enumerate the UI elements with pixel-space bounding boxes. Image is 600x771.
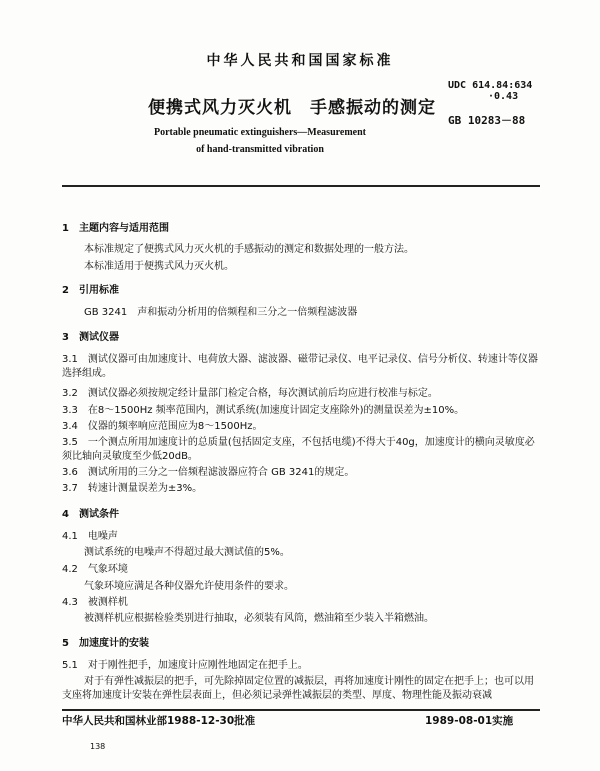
clause-3-7: 3.7 转速计测量误差为±3%。 [62, 483, 203, 494]
clause-3-6: 3.6 测试所用的三分之一倍频程滤波器应符合 GB 3241的规定。 [62, 467, 355, 478]
effective-date: 1989-08-01实施 [425, 715, 514, 727]
udc-code-suffix: ·0.43 [488, 91, 519, 102]
header-rule [62, 185, 540, 187]
section-2-heading: 2 引用标准 [62, 285, 119, 296]
clause-4-3: 4.3 被测样机 [62, 597, 128, 608]
footer-rule [62, 709, 540, 711]
approval-date: 中华人民共和国林业部1988-12-30批准 [62, 715, 256, 727]
section-1-paragraph-1: 本标准规定了便携式风力灭火机的手感振动的测定和数据处理的一般方法。 [84, 244, 414, 255]
section-1-paragraph-2: 本标准适用于便携式风力灭火机。 [84, 261, 234, 272]
clause-4-2: 4.2 气象环境 [62, 564, 128, 575]
clause-3-2: 3.2 测试仪器必须按规定经计量部门检定合格，每次测试前后均应进行校准与标定。 [62, 388, 438, 399]
section-3-heading: 3 测试仪器 [62, 332, 119, 343]
clause-4-1-text: 测试系统的电噪声不得超过最大测试值的5%。 [84, 547, 290, 558]
clause-4-3-text: 被测样机应根据检验类别进行抽取，必须装有风筒，燃油箱至少装入半箱燃油。 [84, 613, 434, 624]
clause-4-1: 4.1 电噪声 [62, 531, 118, 542]
section-5-heading: 5 加速度计的安装 [62, 638, 149, 649]
section-2-reference: GB 3241 声和振动分析用的倍频程和三分之一倍频程滤波器 [84, 307, 358, 318]
clause-5-1: 5.1 对于刚性把手，加速度计应刚性地固定在把手上。 [62, 660, 308, 671]
document-title-en-line2: of hand-transmitted vibration [196, 144, 324, 155]
clause-3-4: 3.4 仪器的频率响应范围应为8～1500Hz。 [62, 421, 263, 432]
clause-3-1: 3.1 测试仪器可由加速度计、电荷放大器、滤波器、磁带记录仪、电平记录仪、信号分析仪、转速计等仪器选择组成。 [62, 354, 538, 379]
document-title-en-line1: Portable pneumatic extinguishers—Measurement [153, 127, 366, 138]
gb-code: GB 10283－88 [448, 114, 526, 127]
section-1-heading: 1 主题内容与适用范围 [62, 223, 169, 234]
udc-code: UDC 614.84:634 [448, 80, 533, 91]
document-title-cn: 便携式风力灭火机 手感振动的测定 [148, 98, 436, 118]
section-4-heading: 4 测试条件 [62, 509, 119, 520]
standard-name: 中华人民共和国国家标准 [206, 53, 394, 69]
clause-3-3: 3.3 在8～1500Hz 频率范围内，测试系统(加速度计固定支座除外)的测量误差为±10%。 [62, 405, 465, 416]
page-number: 138 [90, 742, 106, 751]
clause-3-5: 3.5 一个测点所用加速度计的总质量(包括固定支座，不包括电缆)不得大于40g，加速度计的横向灵敏度必须比轴向灵敏度至少低20dB。 [62, 437, 535, 462]
clause-5-1-text: 对于有弹性减振层的把手，可先除掉固定位置的减振层，再将加速度计刚性的固定在把手上；也可以用支座将加速度计安装在弹性层表面上，但必须记录弹性减振层的类型、厚度、物理性能及振动衰减 [62, 676, 534, 701]
clause-4-2-text: 气象环境应满足各种仪器允许使用条件的要求。 [84, 581, 294, 592]
